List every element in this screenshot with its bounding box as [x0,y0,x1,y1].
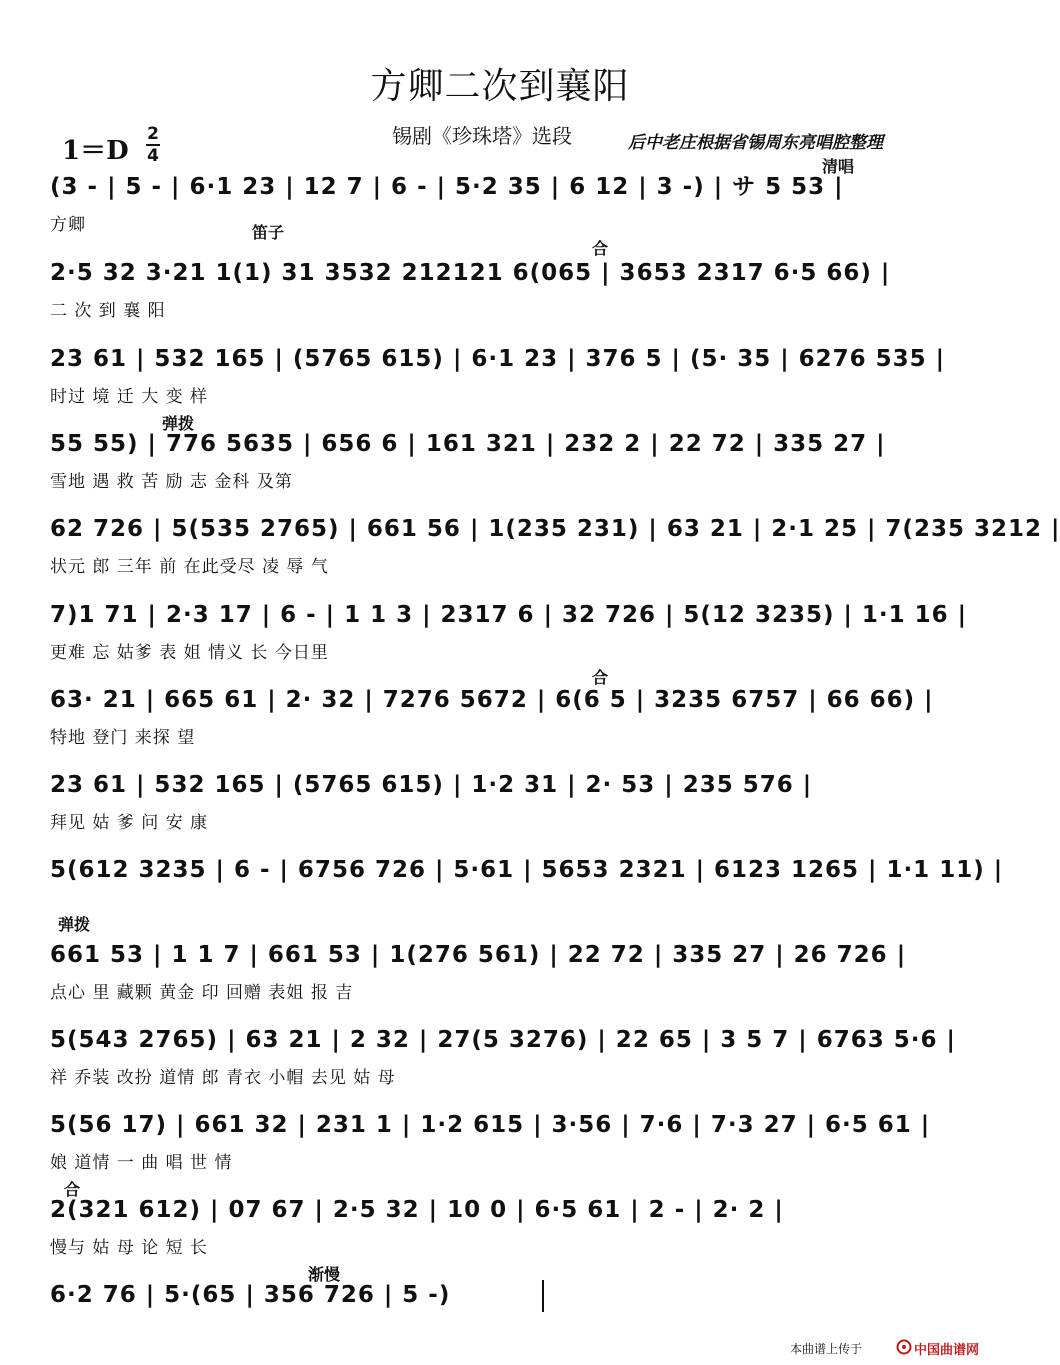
lyric-line: 雪地 遇 救 苦 励 志 金科 及第 [50,472,293,492]
performance-mark: 合 [592,668,609,687]
page-title: 方卿二次到襄阳 [370,66,630,107]
logo-icon [896,1339,912,1355]
notation-line: 6·2 76 | 5·(65 | 356 726 | 5 -) [50,1282,451,1308]
lyric-line: 时过 境 迁 大 变 样 [50,387,209,407]
time-signature [146,124,160,166]
key-signature: 1＝D [62,136,129,166]
notation-line: 5(612 3235 | 6 - | 6756 726 | 5·61 | 5653 2321 | 6123 1265 | 1·1 11) | [50,857,1004,883]
notation-line: (3 - | 5 - | 6·1 23 | 12 7 | 6 - | 5·2 35 | 6 12 | 3 -) | サ 5 53 | [50,174,844,200]
performance-mark: 弹拨 [162,414,195,433]
subtitle: 锡剧《珍珠塔》选段 [392,124,572,148]
notation-line: 5(56 17) | 661 32 | 231 1 | 1·2 615 | 3·56 | 7·6 | 7·3 27 | 6·5 61 | [50,1112,931,1138]
notation-line: 23 61 | 532 165 | (5765 615) | 6·1 23 | 376 5 | (5· 35 | 6276 535 | [50,346,946,372]
arranger-credit: 后中老庄根据省锡周东亮唱腔整理 [628,133,883,153]
notation-line: 55 55) | 776 5635 | 656 6 | 161 321 | 232 2 | 22 72 | 335 27 | [50,431,886,457]
lyric-line: 祥 乔装 改扮 道情 郎 青衣 小帽 去见 姑 母 [50,1068,396,1088]
performance-mark: 笛子 [252,223,285,242]
notation-line: 7)1 71 | 2·3 17 | 6 - | 1 1 3 | 2317 6 | 32 726 | 5(12 3235) | 1·1 16 | [50,602,968,628]
meter-top: 2 [147,124,159,144]
performance-mark: 渐慢 [308,1265,341,1284]
notation-line: 23 61 | 532 165 | (5765 615) | 1·2 31 | 2· 53 | 235 576 | [50,772,813,798]
lyric-line: 方卿 [50,215,86,235]
lyric-line: 拜见 姑 爹 问 安 康 [50,813,209,833]
meter-bottom: 4 [147,146,159,166]
lyric-line: 特地 登门 来探 望 [50,728,196,748]
final-barline [542,1280,544,1312]
lyric-line: 更难 忘 姑爹 表 姐 情义 长 今日里 [50,643,329,663]
lyric-line: 娘 道情 一 曲 唱 世 情 [50,1153,233,1173]
performance-mark: 清唱 [822,157,855,176]
upload-notice: 本曲谱上传于 [790,1342,863,1356]
performance-mark: 合 [64,1180,81,1199]
lyric-line: 状元 郎 三年 前 在此受尽 凌 辱 气 [50,557,329,577]
site-logo-text: 中国曲谱网 [914,1343,980,1358]
lyric-line: 点心 里 藏颗 黄金 印 回赠 表姐 报 吉 [50,983,354,1003]
notation-line: 5(543 2765) | 63 21 | 2 32 | 27(5 3276) | 22 65 | 3 5 7 | 6763 5·6 | [50,1027,956,1053]
notation-line: 661 53 | 1 1 7 | 661 53 | 1(276 561) | 22 72 | 335 27 | 26 726 | [50,942,907,968]
site-logo [896,1337,986,1357]
lyric-line [50,895,950,921]
notation-line: 2·5 32 3·21 1(1) 31 3532 212121 6(065 | 3653 2317 6·5 66) | [50,260,891,286]
lyric-line: 慢与 姑 母 论 短 长 [50,1238,209,1258]
lyric-line: 二 次 到 襄 阳 [50,301,166,321]
notation-line: 2(321 612) | 07 67 | 2·5 32 | 10 0 | 6·5 61 | 2 - | 2· 2 | [50,1197,784,1223]
notation-line: 62 726 | 5(535 2765) | 661 56 | 1(235 231) | 63 21 | 2·1 25 | 7(235 3212 | [50,516,1060,542]
performance-mark: 合 [592,239,609,258]
notation-line: 63· 21 | 665 61 | 2· 32 | 7276 5672 | 6(6 5 | 3235 6757 | 66 66) | [50,687,934,713]
performance-mark: 弹拨 [58,915,91,934]
